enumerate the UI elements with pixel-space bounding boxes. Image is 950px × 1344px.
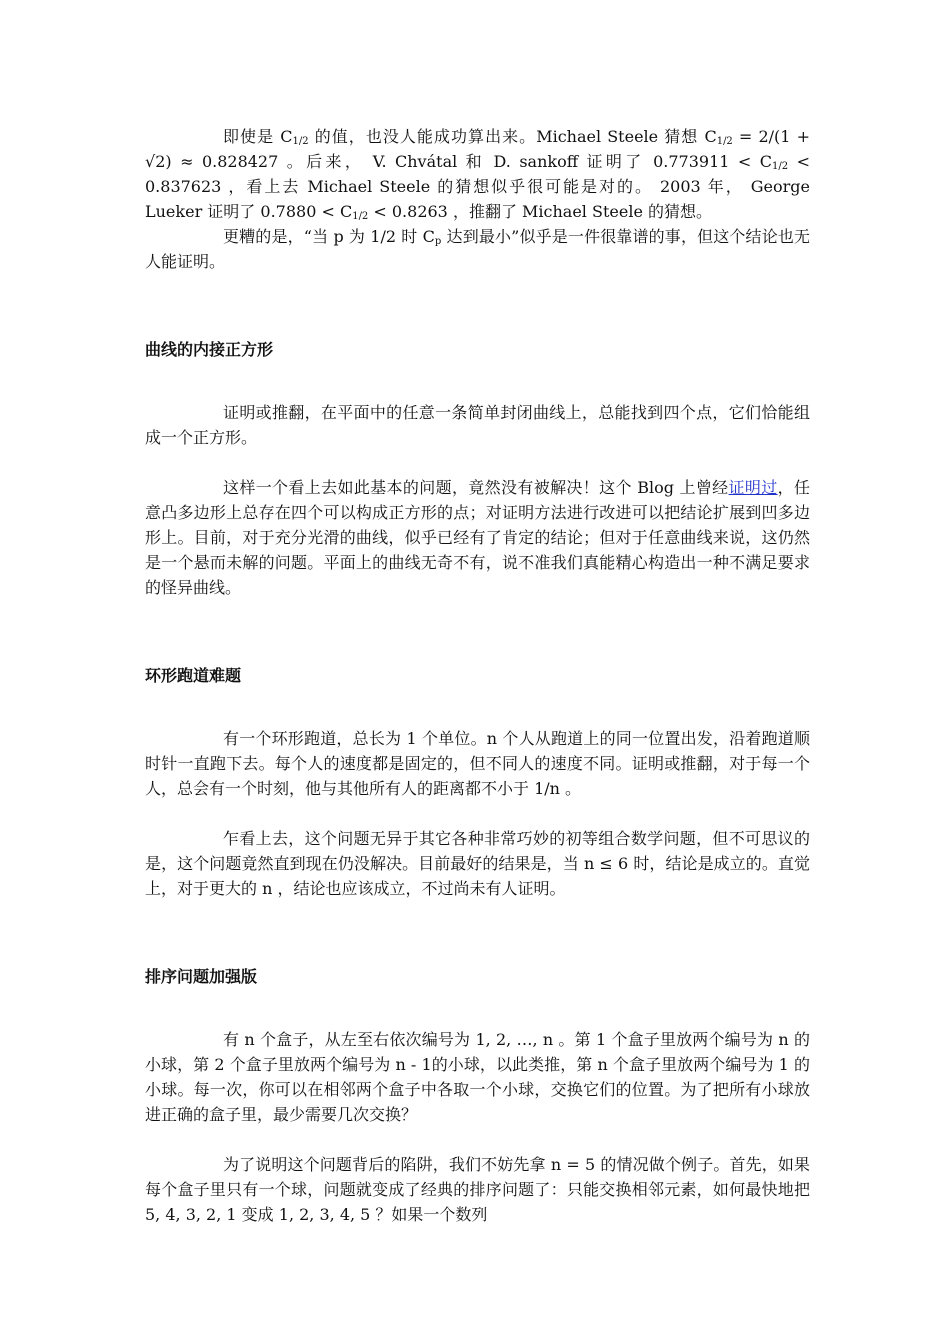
proof-link[interactable]: 证明过	[728, 478, 778, 497]
text-run: 达到最小”似乎是一件很靠谱的事，但这个结论也无人能证明。	[145, 227, 810, 271]
paragraph-track-discussion: 乍看上去，这个问题无异于其它各种非常巧妙的初等组合数学问题，但不可思议的是，这个问题竟然直到现在仍没解决。目前最好的结果是，当 n ≤ 6 时，结论是成立的。直觉上，对于更大的 n ，结论也应该成立，不过尚未有人证明。	[145, 829, 810, 898]
paragraph-square-problem: 证明或推翻，在平面中的任意一条简单封闭曲线上，总能找到四个点，它们恰能组成一个正方形。	[145, 403, 810, 447]
paragraph-sorting-problem: 有 n 个盒子，从左至右依次编号为 1, 2, …, n 。第 1 个盒子里放两个编号为 n 的小球，第 2 个盒子里放两个编号为 n - 1的小球，以此类推，第 n 个盒子里放两个编号为 1 的小球。每一次，你可以在相邻两个盒子中各取一个小球，交换它们的位置。为了把所有小球放进正确的盒子里，最少需要几次交换？	[145, 1030, 810, 1124]
subscript: 1/2	[352, 211, 369, 222]
subscript: 1/2	[716, 136, 733, 147]
text-run: 即使是 C	[223, 127, 293, 146]
text-run: 的值，也没人能成功算出来。Michael Steele 猜想 C	[308, 127, 717, 146]
text-run: < 0.837623 ，看上去 Michael Steele 的猜想似乎很可能是对的。 2003 年， George Lueker 证明了 0.7880 < C	[145, 152, 810, 221]
paragraph-square-discussion	[145, 475, 810, 600]
paragraph-track-problem: 有一个环形跑道，总长为 1 个单位。n 个人从跑道上的同一位置出发，沿着跑道顺时针一直跑下去。每个人的速度都是固定的，但不同人的速度不同。证明或推翻，对于每一个人，总会有一个时刻，他与其他所有人的距离都不小于 1/n 。	[145, 729, 810, 798]
section-heading-sorting: 排序问题加强版	[145, 967, 258, 986]
section-heading-running-track: 环形跑道难题	[145, 666, 242, 685]
paragraph-cp-minimum	[145, 224, 810, 274]
text-run: ，任意凸多边形上总存在四个可以构成正方形的点；对证明方法进行改进可以把结论扩展到凹多边形上。目前，对于充分光滑的曲线，似乎已经有了肯定的结论；但对于任意曲线来说，这仍然是一个悬而未解的问题。平面上的曲线无奇不有，说不准我们真能精心构造出一种不满足要求的怪异曲线。	[145, 478, 810, 597]
subscript: 1/2	[772, 161, 789, 172]
subscript: p	[434, 236, 442, 247]
document-body	[145, 124, 810, 1227]
section-heading-inscribed-square: 曲线的内接正方形	[145, 340, 274, 359]
paragraph-sorting-discussion: 为了说明这个问题背后的陷阱，我们不妨先拿 n = 5 的情况做个例子。首先，如果每个盒子里只有一个球，问题就变成了经典的排序问题了：只能交换相邻元素，如何最快地把 5, 4, 3, 2, 1 变成 1, 2, 3, 4, 5 ？如果一个数列	[145, 1155, 810, 1224]
text-run: < 0.8263 ，推翻了 Michael Steele 的猜想。	[368, 202, 713, 221]
subscript: 1/2	[292, 136, 309, 147]
text-run: 更糟的是，“当 p 为 1/2 时 C	[223, 227, 435, 246]
text-run: = 2/(1 + √2) ≈ 0.828427 。后来， V. Chvátal 和 D. sankoff 证明了 0.773911 < C	[145, 127, 810, 171]
text-run: 这样一个看上去如此基本的问题，竟然没有被解决！这个 Blog 上曾经	[223, 478, 729, 497]
paragraph-c-half-value	[145, 124, 810, 224]
